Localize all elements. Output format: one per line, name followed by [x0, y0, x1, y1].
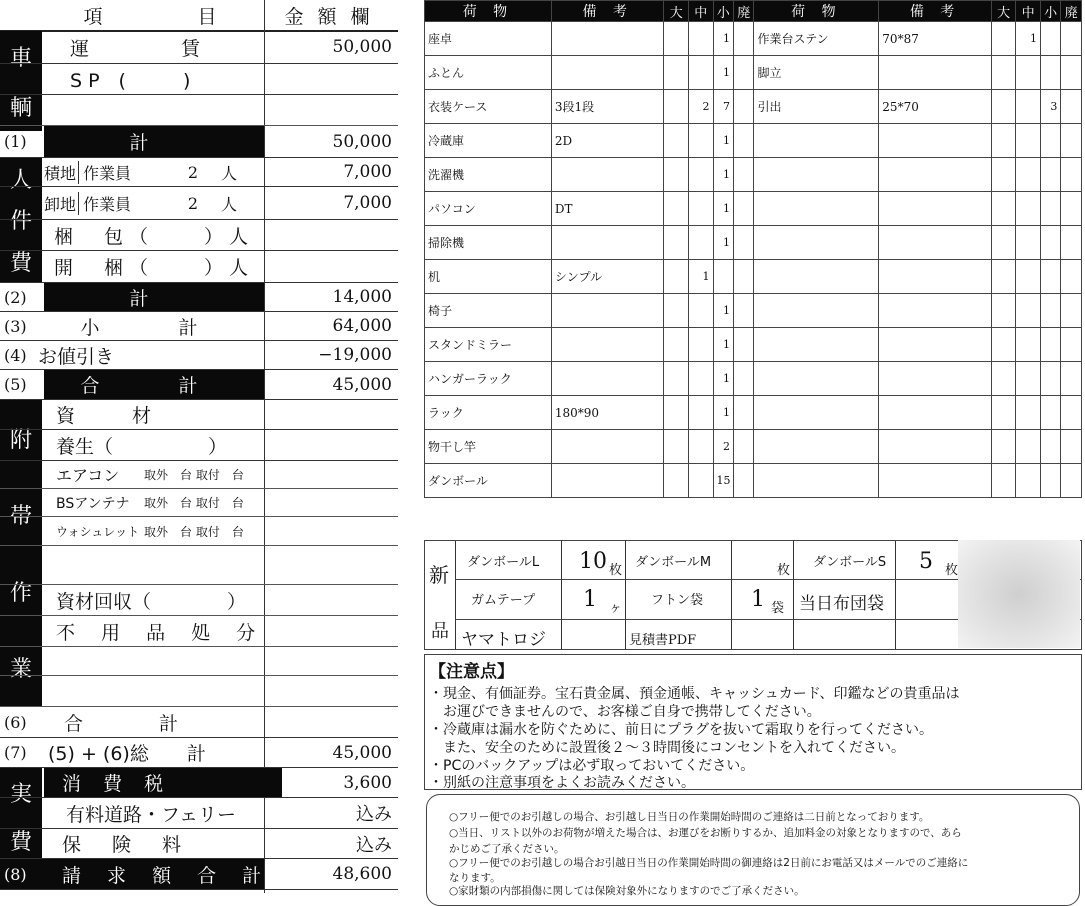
- cargo-cell-item: [754, 328, 879, 362]
- cargo-cell-m: [689, 430, 714, 464]
- table-row: [425, 362, 1082, 396]
- cargo-cell-note: 70*87: [879, 22, 992, 56]
- cargo-cell-m: [689, 22, 714, 56]
- cargo-cell-note: DT: [551, 192, 664, 226]
- cargo-cell-item: [754, 362, 879, 396]
- row-subtotal-2: (2) 計 14,000: [0, 283, 398, 312]
- cargo-cell-d: [1061, 90, 1082, 124]
- cargo-cell-s: [1040, 362, 1060, 396]
- cargo-cell-m: [1016, 260, 1041, 294]
- row-total-6: (6) 合 計: [0, 707, 398, 738]
- cargo-cell-m: [1016, 124, 1041, 158]
- cargo-cell-s: 7: [713, 90, 733, 124]
- cargo-cell-note: [879, 294, 992, 328]
- cargo-cell-item: スタンドミラー: [425, 328, 552, 362]
- cargo-cell-note: [551, 22, 664, 56]
- cargo-cell-l: [991, 328, 1016, 362]
- cargo-cell-l: [664, 430, 689, 464]
- cargo-cell-d: [734, 158, 754, 192]
- cargo-cell-item: 座卓: [425, 22, 552, 56]
- cargo-cell-l: [991, 158, 1016, 192]
- cargo-cell-s: 2: [713, 430, 733, 464]
- row-bs-antenna: BSアンテナ 取外 台 取付 台: [0, 489, 398, 517]
- cargo-cell-item: [754, 226, 879, 260]
- cargo-cell-note: [879, 124, 992, 158]
- cargo-cell-l: [991, 90, 1016, 124]
- cargo-cell-item: [754, 396, 879, 430]
- memo-box: ○フリー便でのお引越しの場合、お引越し日当日の作業開始時間のご連絡は二日前となっております。 ○当日、リスト以外のお荷物が増えた場合は、お運びをお断りするか、追加料金の対象となりますので、あら かじめご了承ください。 ○フリー便でのお引越しの場合お引越日当日の作業開始時間の御連絡は2日前にお電話又はメールでのご連絡に なります。 ○家財類の内部損傷に関しては保険対象外になりますのでご了承ください。: [426, 794, 1080, 906]
- cargo-cell-l: [991, 430, 1016, 464]
- cargo-cell-l: [991, 260, 1016, 294]
- cargo-cell-l: [664, 328, 689, 362]
- cargo-cell-s: [1040, 124, 1060, 158]
- cargo-cell-m: 2: [689, 90, 714, 124]
- cargo-cell-note: [879, 430, 992, 464]
- cargo-cell-d: [734, 464, 754, 498]
- cargo-cell-note: [551, 362, 664, 396]
- cargo-cell-m: [1016, 226, 1041, 260]
- cargo-cell-d: [734, 226, 754, 260]
- cargo-cell-m: [1016, 430, 1041, 464]
- cargo-cell-d: [734, 362, 754, 396]
- cargo-table: [424, 0, 1082, 498]
- cargo-cell-note: [551, 294, 664, 328]
- cargo-cell-item: [754, 464, 879, 498]
- cargo-cell-l: [664, 192, 689, 226]
- cargo-cell-s: [1040, 464, 1060, 498]
- cargo-cell-note: [879, 328, 992, 362]
- cargo-cell-item: [754, 124, 879, 158]
- table-row: [425, 226, 1082, 260]
- cargo-cell-m: [1016, 362, 1041, 396]
- row-aircon: エアコン 取外 台 取付 台: [0, 461, 398, 489]
- cargo-cell-note: [879, 192, 992, 226]
- row-total-5: (5) 合 計 45,000: [0, 370, 398, 400]
- cargo-cell-l: [991, 22, 1016, 56]
- table-row: [425, 464, 1082, 498]
- cargo-cell-d: [734, 22, 754, 56]
- cargo-cell-d: [1061, 192, 1082, 226]
- cargo-cell-l: [664, 226, 689, 260]
- cargo-cell-note: シンプル: [551, 260, 664, 294]
- cargo-cell-note: [879, 362, 992, 396]
- row-protection: 養生（ ）: [0, 430, 398, 461]
- cargo-cell-m: 1: [1016, 22, 1041, 56]
- cargo-cell-item: [754, 430, 879, 464]
- cargo-cell-s: [1040, 260, 1060, 294]
- cargo-cell-s: 1: [713, 22, 733, 56]
- cargo-cell-note: [551, 464, 664, 498]
- cargo-cell-l: [664, 56, 689, 90]
- tape-label: ガムテープ: [471, 593, 536, 608]
- form-header: [0, 0, 398, 32]
- cargo-cell-s: [713, 260, 733, 294]
- cargo-cell-item: 冷蔵庫: [425, 124, 552, 158]
- cargo-cell-m: [689, 328, 714, 362]
- cargo-cell-s: [1040, 56, 1060, 90]
- cargo-cell-d: [1061, 260, 1082, 294]
- cargo-cell-d: [1061, 430, 1082, 464]
- cargo-cell-d: [734, 56, 754, 90]
- notes-box: 【注意点】 ・現金、有価証券。宝石貴金属、預金通帳、キャッシュカード、印鑑などの貴重品は お運びできませんので、お客様ご自身で携帯してください。 ・冷蔵庫は漏水を防ぐために、前日にプラグを抜いて霜取りを行ってください。 また、安全のために設置後２〜３時間後にコンセントを入れてください。 ・PCのバックアップは必ず取っておいてください。 ・別紙の注意事項をよくお読みください。: [424, 654, 1082, 790]
- cargo-cell-s: 1: [713, 56, 733, 90]
- cargo-cell-s: 1: [713, 294, 733, 328]
- cargo-cell-item: ラック: [425, 396, 552, 430]
- cargo-cell-d: [734, 260, 754, 294]
- row-grand-total-7: (7) (5) + (6)総 計 45,000: [0, 738, 398, 768]
- notes-title: 【注意点】: [429, 662, 514, 682]
- cargo-cell-s: [1040, 192, 1060, 226]
- cargo-cell-s: [1040, 22, 1060, 56]
- cargo-cell-m: [1016, 90, 1041, 124]
- row-fare: 運 賃 50,000: [0, 31, 398, 64]
- cargo-cell-note: [879, 260, 992, 294]
- table-row: [425, 430, 1082, 464]
- cargo-cell-s: 1: [713, 158, 733, 192]
- cargo-cell-d: [734, 294, 754, 328]
- cargo-cell-d: [1061, 328, 1082, 362]
- cargo-cell-note: [879, 158, 992, 192]
- cargo-cell-d: [734, 124, 754, 158]
- cargo-cell-d: [1061, 362, 1082, 396]
- cargo-cell-m: [1016, 158, 1041, 192]
- cargo-cell-item: 洗濯機: [425, 158, 552, 192]
- cargo-cell-m: [689, 464, 714, 498]
- cargo-cell-s: 1: [713, 192, 733, 226]
- cargo-cell-s: 1: [713, 328, 733, 362]
- row-tax: 消 費 税 3,600: [0, 768, 398, 798]
- cargo-cell-d: [734, 396, 754, 430]
- cargo-cell-m: [689, 362, 714, 396]
- cargo-cell-item: ふとん: [425, 56, 552, 90]
- cargo-cell-m: [689, 56, 714, 90]
- cargo-cell-d: [1061, 56, 1082, 90]
- table-row: [425, 294, 1082, 328]
- cargo-cell-item: [754, 158, 879, 192]
- cargo-cell-m: [689, 294, 714, 328]
- cargo-cell-d: [734, 90, 754, 124]
- cargo-cell-s: [1040, 294, 1060, 328]
- row-packing: 梱 包（ ）人: [0, 220, 398, 251]
- table-row: [425, 260, 1082, 294]
- table-row: [425, 396, 1082, 430]
- cargo-cell-s: [1040, 158, 1060, 192]
- sidebar-vehicle: 車 輌: [0, 31, 42, 131]
- sidebar-labor: 人 件 費: [0, 158, 42, 282]
- cargo-cell-item: [754, 260, 879, 294]
- cargo-cell-d: [734, 328, 754, 362]
- cargo-cell-item: 椅子: [425, 294, 552, 328]
- cargo-cell-item: 引出: [754, 90, 879, 124]
- cargo-cell-s: 15: [713, 464, 733, 498]
- cargo-cell-l: [991, 362, 1016, 396]
- cargo-cell-s: [1040, 328, 1060, 362]
- row-sp: S P ( ): [0, 64, 398, 95]
- cargo-cell-d: [1061, 464, 1082, 498]
- table-row: [425, 192, 1082, 226]
- row-insurance: 保 険 料 込み: [0, 829, 398, 859]
- row-loading-staff: 積地 作業員 2 人 7,000: [0, 158, 398, 187]
- cargo-cell-d: [1061, 294, 1082, 328]
- cargo-cell-s: 3: [1040, 90, 1060, 124]
- cargo-cell-l: [664, 396, 689, 430]
- cargo-cell-m: [1016, 464, 1041, 498]
- box-m-label: ダンボールM: [635, 555, 712, 570]
- cargo-cell-l: [664, 22, 689, 56]
- cargo-cell-m: [689, 192, 714, 226]
- cargo-cell-s: 1: [713, 226, 733, 260]
- cargo-cell-note: [551, 226, 664, 260]
- cargo-cell-m: [689, 124, 714, 158]
- table-row: [425, 328, 1082, 362]
- cargo-cell-note: [879, 396, 992, 430]
- cargo-cell-item: パソコン: [425, 192, 552, 226]
- cargo-cell-note: 180*90: [551, 396, 664, 430]
- cargo-cell-d: [734, 192, 754, 226]
- fare-amount: 50,000: [332, 37, 392, 57]
- cargo-cell-l: [991, 464, 1016, 498]
- cargo-cell-l: [664, 158, 689, 192]
- cargo-cell-m: [1016, 328, 1041, 362]
- cargo-cell-d: [1061, 22, 1082, 56]
- cargo-cell-m: [1016, 192, 1041, 226]
- cargo-cell-l: [991, 192, 1016, 226]
- box-l-label: ダンボールL: [467, 555, 540, 570]
- row-discount: (4) お値引き −19,000: [0, 341, 398, 370]
- futon-bag-label: フトン袋: [651, 593, 704, 608]
- row-unloading-staff: 卸地 作業員 2 人 7,000: [0, 187, 398, 220]
- cargo-cell-l: [664, 294, 689, 328]
- cargo-cell-d: [1061, 124, 1082, 158]
- cargo-cell-item: 掃除機: [425, 226, 552, 260]
- cargo-cell-item: 作業台ステン: [754, 22, 879, 56]
- cargo-cell-d: [1061, 226, 1082, 260]
- cargo-cell-l: [664, 260, 689, 294]
- cargo-cell-m: [1016, 396, 1041, 430]
- cargo-cell-note: 2D: [551, 124, 664, 158]
- cargo-cell-d: [1061, 158, 1082, 192]
- cargo-cell-note: [551, 430, 664, 464]
- sidebar-actual-cost: 実 費: [0, 768, 42, 864]
- cargo-cell-m: [1016, 294, 1041, 328]
- cargo-cell-note: [879, 56, 992, 90]
- cargo-cell-s: 1: [713, 362, 733, 396]
- cargo-cell-d: [1061, 396, 1082, 430]
- row-materials: 資 材: [0, 400, 398, 430]
- table-row: [425, 124, 1082, 158]
- row-toll: 有料道路・フェリー 込み: [0, 798, 398, 829]
- cargo-cell-l: [991, 124, 1016, 158]
- header-amount: 金 額 欄: [284, 5, 374, 28]
- cargo-cell-l: [664, 362, 689, 396]
- cargo-cell-l: [991, 226, 1016, 260]
- sidebar-extra-work: 附 帯 作 業: [0, 400, 42, 706]
- cargo-cell-item: 衣装ケース: [425, 90, 552, 124]
- cargo-cell-s: [1040, 396, 1060, 430]
- cargo-cell-item: [754, 192, 879, 226]
- row-small-total: (3) 小 計 64,000: [0, 312, 398, 341]
- cargo-cell-s: [1040, 430, 1060, 464]
- cargo-cell-l: [664, 464, 689, 498]
- cargo-cell-note: [551, 328, 664, 362]
- cargo-cell-note: 3段1段: [551, 90, 664, 124]
- box-s-label: ダンボールS: [813, 555, 887, 570]
- row-extra-blank: [0, 546, 398, 585]
- cargo-cell-item: 机: [425, 260, 552, 294]
- cargo-cell-l: [991, 294, 1016, 328]
- row-material-collection: 資材回収（ ）: [0, 585, 398, 616]
- cargo-cell-l: [664, 124, 689, 158]
- cargo-grid: [424, 0, 1082, 498]
- table-row: [425, 90, 1082, 124]
- cargo-cell-note: [879, 464, 992, 498]
- cargo-cell-item: [754, 294, 879, 328]
- cargo-cell-s: 1: [713, 396, 733, 430]
- header-item: 項 目: [83, 5, 217, 28]
- cargo-cell-m: [689, 158, 714, 192]
- cargo-cell-m: [689, 226, 714, 260]
- row-subtotal-1: (1) 計 50,000: [0, 126, 398, 158]
- cargo-cell-m: [689, 396, 714, 430]
- cargo-cell-item: 物干し竿: [425, 430, 552, 464]
- cargo-cell-item: ハンガーラック: [425, 362, 552, 396]
- table-row: [425, 158, 1082, 192]
- cargo-cell-s: [1040, 226, 1060, 260]
- row-bill-total: (8) 請 求 額 合 計: [0, 859, 264, 890]
- row-extra-blank-3: [0, 676, 398, 707]
- cargo-cell-m: 1: [689, 260, 714, 294]
- new-goods-box: 新 品 ダンボールL 10 枚 ダンボールM 枚 ダンボールS 5 枚 ガムテープ 1 ヶ フトン袋 1 袋 当日布団袋 ヤマトロジ 見積書PDF: [424, 540, 1082, 650]
- cargo-cell-note: [879, 226, 992, 260]
- table-row: [425, 56, 1082, 90]
- redacted-area: [958, 540, 1080, 648]
- cargo-cell-d: [734, 430, 754, 464]
- cargo-cell-l: [991, 396, 1016, 430]
- cargo-cell-item: 脚立: [754, 56, 879, 90]
- cargo-cell-s: 1: [713, 124, 733, 158]
- row-washlet: ウォシュレット 取外 台 取付 台: [0, 517, 398, 546]
- row-extra-blank-2: [0, 647, 398, 676]
- table-row: [425, 22, 1082, 56]
- row-unpacking: 開 梱（ ）人: [0, 251, 398, 283]
- cargo-cell-note: 25*70: [879, 90, 992, 124]
- cargo-cell-l: [991, 56, 1016, 90]
- cargo-cell-item: ダンボール: [425, 464, 552, 498]
- cargo-cell-m: [1016, 56, 1041, 90]
- cargo-cell-note: [551, 158, 664, 192]
- row-vehicle-blank: [0, 95, 398, 126]
- row-disposal: 不 用 品 処 分: [0, 616, 398, 647]
- cargo-cell-note: [551, 56, 664, 90]
- cargo-cell-l: [664, 90, 689, 124]
- cargo-header-row: 荷 物 備 考 大 中 小 廃 荷 物 備 考 大 中 小 廃: [425, 1, 1082, 22]
- cost-form: 項 目 金 額 欄 車 輌 人 件 費 附 帯 作 業 実 費 運 賃 50,000 S P ( ) (1) 計 50,000 積地 作業員 2 人 7,000 卸地 作業員 2 人 7,000 梱 包（ ）人 開 梱（ ）人 (2) 計 14,000 (3) 小 計 64,000 (4) お値引き −19,000 (5) 合 計 45,000 資 材 養生（ ） エアコン 取外 台 取付 台 BSアンテナ 取外 台 取付 台 ウォシュレット 取外 台 取付 台 資材回収（ ） 不 用 品 処 分 (6) 合 計 (7) (5) + (6)総 計 45,000 消 費 税 3,600 有料道路・フェリー 込み 保 険 料 込み (8) 請 求 額 合 計 48,600: [0, 0, 400, 893]
